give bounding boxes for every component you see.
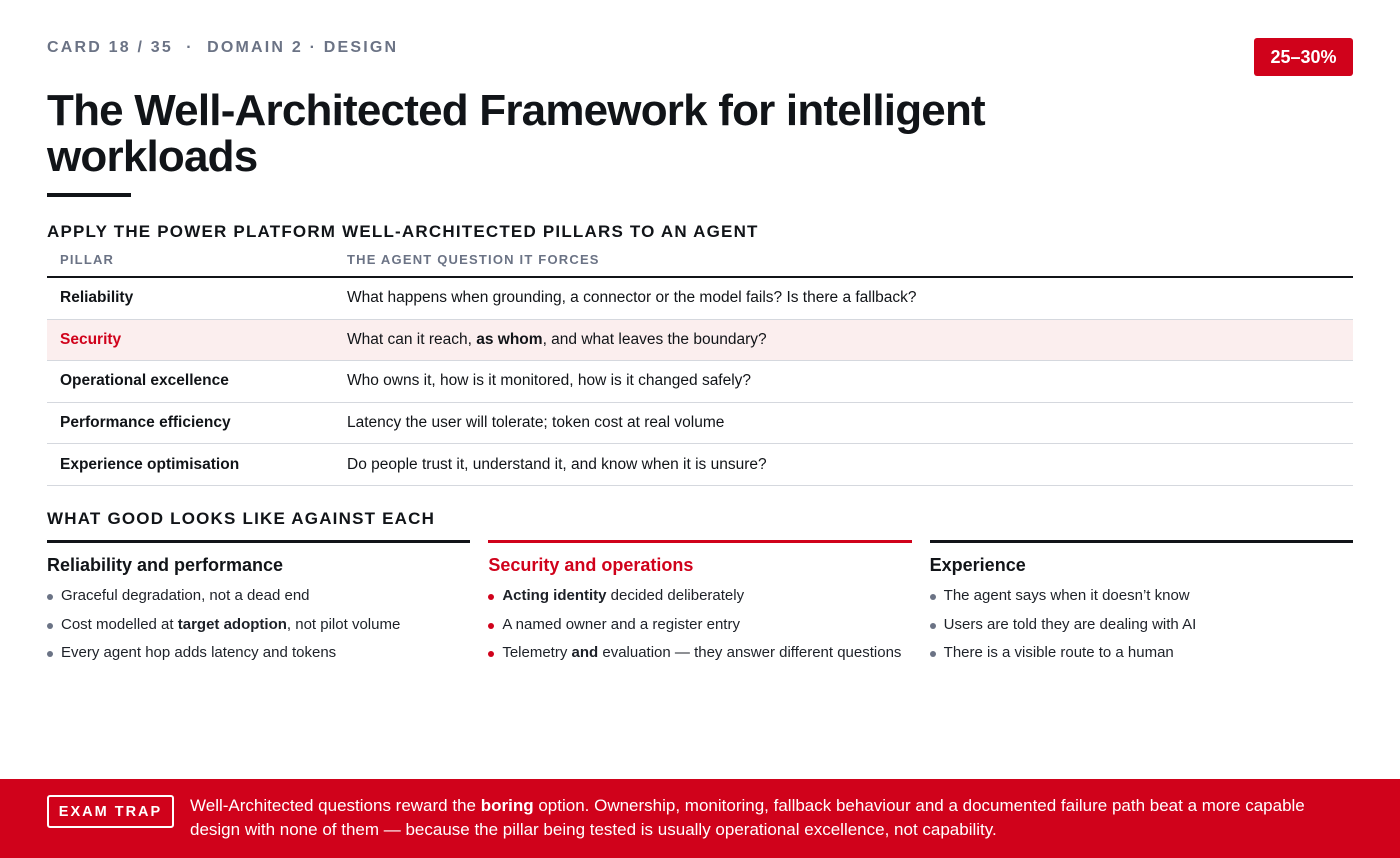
exam-trap-badge: EXAM TRAP	[47, 795, 174, 828]
list-item: Graceful degradation, not a dead end	[47, 582, 470, 611]
pillar-question: What happens when grounding, a connector or the model fails? Is there a fallback?	[347, 289, 917, 307]
table-row	[47, 278, 1353, 320]
list-item: Telemetry and evaluation — they answer different questions	[488, 639, 911, 668]
list-item: A named owner and a register entry	[488, 611, 911, 640]
card-eyebrow: CARD 18 / 35 · DOMAIN 2 · DESIGN	[47, 39, 399, 56]
pillar-question: Latency the user will tolerate; token cost at real volume	[347, 414, 725, 432]
list-item: The agent says when it doesn’t know	[930, 582, 1353, 611]
card-title: Security and operations	[488, 555, 694, 575]
table-row	[47, 444, 1353, 486]
card-title: Reliability and performance	[47, 555, 284, 575]
pillar-question	[347, 331, 1353, 349]
pillars-table	[47, 252, 1353, 486]
column-header-pillar: PILLAR	[60, 252, 115, 267]
question-text: What can it reach,	[347, 330, 477, 348]
pillar-question: Do people trust it, understand it, and know when it is unsure?	[347, 455, 767, 473]
card-security-operations	[488, 540, 911, 668]
list-item: Cost modelled at target adoption, not pilot volume	[47, 611, 470, 640]
question-text: , and what leaves the boundary?	[542, 330, 767, 348]
list-item: Acting identity decided deliberately	[488, 582, 911, 611]
pillar-name: Security	[60, 330, 122, 348]
exam-trap-banner	[0, 779, 1400, 858]
pillars-heading: APPLY THE POWER PLATFORM WELL-ARCHITECTED PILLARS TO AN AGENT	[47, 222, 759, 241]
card-experience	[930, 540, 1353, 668]
table-header	[47, 252, 1353, 278]
table-row	[47, 403, 1353, 445]
table-row	[47, 361, 1353, 403]
table-row-highlighted	[47, 320, 1353, 362]
list-item: Every agent hop adds latency and tokens	[47, 639, 470, 668]
bullet-list	[930, 582, 1353, 668]
bullet-list	[488, 582, 911, 668]
title-underline	[47, 193, 131, 197]
card-title: Experience	[929, 555, 1026, 575]
pillar-name: Reliability	[60, 289, 134, 307]
exam-trap-text: Well-Architected questions reward the boring option. Ownership, monitoring, fallback behaviour and a documented failure path beat a more capable design with none of them — because the pillar being tested is usually operational excellence, not capability.	[190, 796, 1305, 839]
pillar-name: Experience optimisation	[60, 455, 240, 473]
pillar-name: Performance efficiency	[60, 414, 231, 432]
pillar-name: Operational excellence	[60, 372, 229, 390]
list-item: Users are told they are dealing with AI	[930, 611, 1353, 640]
bullet-list	[47, 582, 470, 668]
page-title: The Well-Architected Framework for intelligent workloads	[47, 86, 985, 181]
card-reliability-performance	[47, 540, 470, 668]
good-looks-heading: WHAT GOOD LOOKS LIKE AGAINST EACH	[47, 509, 436, 528]
list-item: There is a visible route to a human	[930, 639, 1353, 668]
good-looks-columns	[47, 540, 1353, 668]
weight-badge: 25–30%	[1254, 38, 1353, 76]
pillar-question: Who owns it, how is it monitored, how is it changed safely?	[347, 372, 752, 390]
column-header-question: THE AGENT QUESTION IT FORCES	[347, 252, 600, 267]
question-emphasis: as whom	[476, 330, 543, 348]
